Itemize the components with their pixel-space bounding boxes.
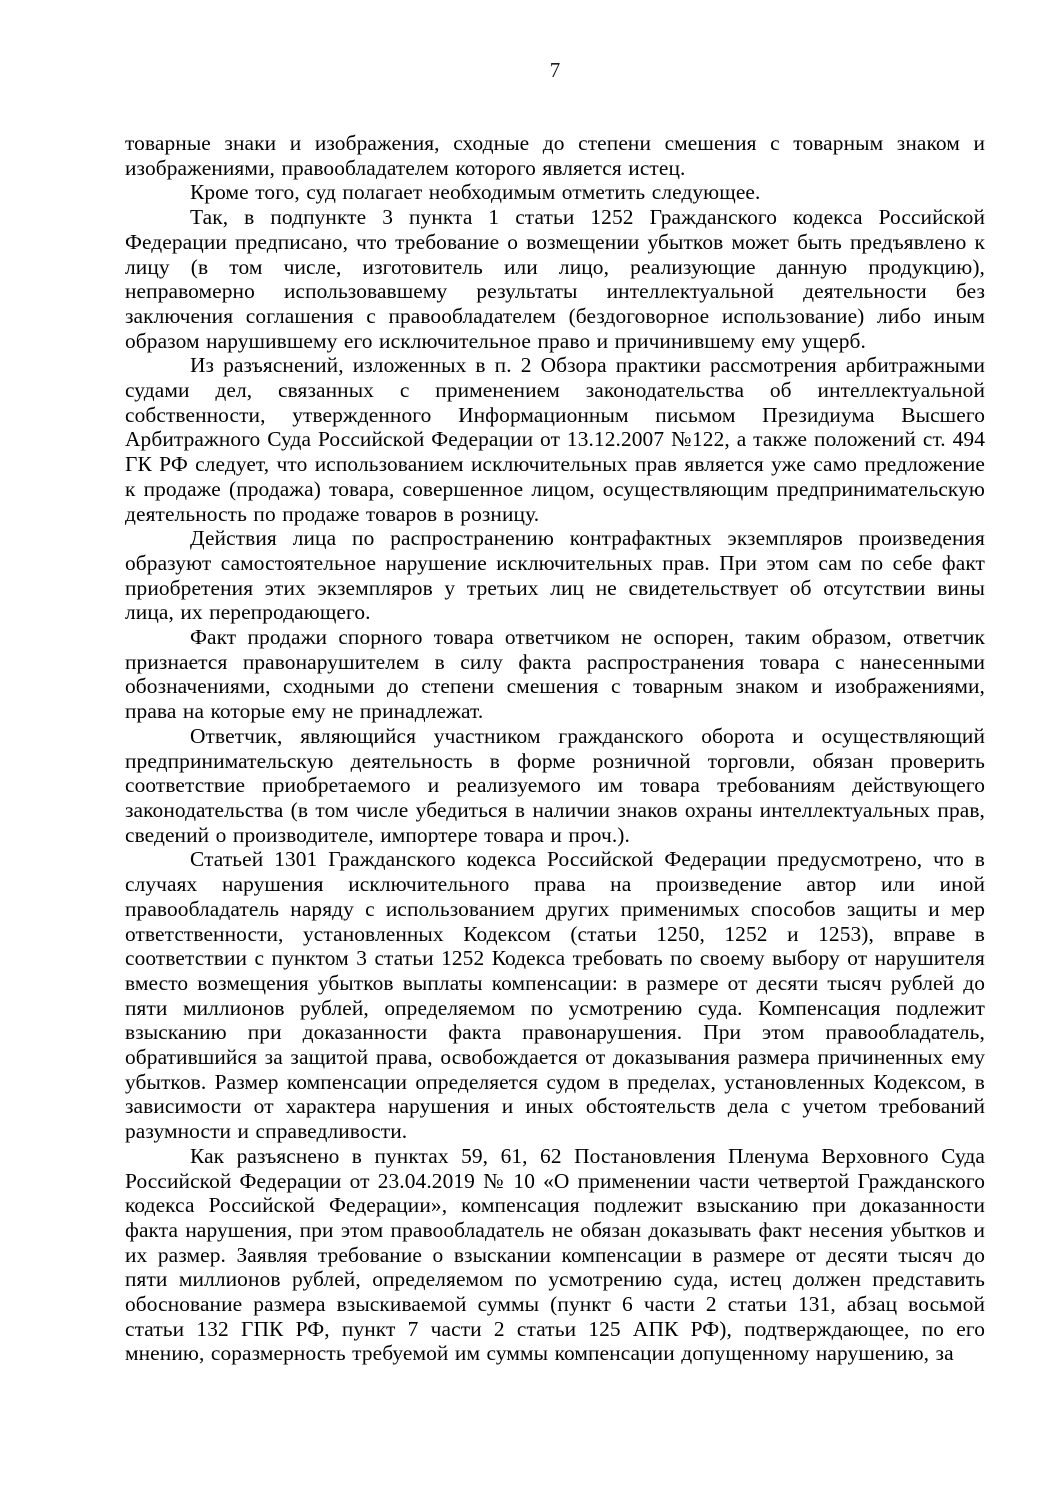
- document-body: [125, 131, 985, 1366]
- paragraph: Так, в подпункте 3 пункта 1 статьи 1252 Гражданского кодекса Российской Федерации предписано, что требование о возмещении убытков может быть предъявлено к лицу (в том числе, изготовитель или лицо, реализующие данную продукцию), неправомерно использовавшему результаты интеллектуальной деятельности без заключения соглашения с правообладателем (бездоговорное использование) либо иным образом нарушившему его исключительное право и причинившему ему ущерб.: [125, 205, 985, 353]
- paragraph: Статьей 1301 Гражданского кодекса Российской Федерации предусмотрено, что в случаях нарушения исключительного права на произведение автор или иной правообладатель наряду с использованием других применимых способов защиты и мер ответственности, установленных Кодексом (статьи 1250, 1252 и 1253), вправе в соответствии с пунктом 3 статьи 1252 Кодекса требовать по своему выбору от нарушителя вместо возмещения убытков выплаты компенсации: в размере от десяти тысяч рублей до пяти миллионов рублей, определяемом по усмотрению суда. Компенсация подлежит взысканию при доказанности факта правонарушения. При этом правообладатель, обратившийся за защитой права, освобождается от доказывания размера причиненных ему убытков. Размер компенсации определяется судом в пределах, установленных Кодексом, в зависимости от характера нарушения и иных обстоятельств дела с учетом требований разумности и справедливости.: [125, 847, 985, 1144]
- paragraph: Кроме того, суд полагает необходимым отметить следующее.: [190, 180, 761, 205]
- paragraph: Ответчик, являющийся участником гражданского оборота и осуществляющий предпринимательскую деятельность в форме розничной торговли, обязан проверить соответствие приобретаемого и реализуемого им товара требованиям действующего законодательства (в том числе убедиться в наличии знаков охраны интеллектуальных прав, сведений о производителе, импортере товара и проч.).: [125, 723, 985, 847]
- paragraph: Из разъяснений, изложенных в п. 2 Обзора практики рассмотрения арбитражными судами дел, связанных с применением законодательства об интеллектуальной собственности, утвержденного Информационным письмом Президиума Высшего Арбитражного Суда Российской Федерации от 13.12.2007 №122, а также положений ст. 494 ГК РФ следует, что использованием исключительных прав является уже само предложение к продаже (продажа) товара, совершенное лицом, осуществляющим предпринимательскую деятельность по продаже товаров в розницу.: [125, 353, 985, 526]
- paragraph: Как разъяснено в пунктах 59, 61, 62 Постановления Пленума Верховного Суда Российской Федерации от 23.04.2019 № 10 «О применении части четвертой Гражданского кодекса Российской Федерации», компенсация подлежит взысканию при доказанности факта нарушения, при этом правообладатель не обязан доказывать факт несения убытков и их размер. Заявляя требование о взыскании компенсации в размере от десяти тысяч до пяти миллионов рублей, определяемом по усмотрению суда, истец должен представить обоснование размера взыскиваемой суммы (пункт 6 части 2 статьи 131, абзац восьмой статьи 132 ГПК РФ, пункт 7 части 2 статьи 125 АПК РФ), подтверждающее, по его мнению, соразмерность требуемой им суммы компенсации допущенному нарушению, за: [125, 1143, 985, 1366]
- paragraph: Факт продажи спорного товара ответчиком не оспорен, таким образом, ответчик признается правонарушителем в силу факта распространения товара с нанесенными обозначениями, сходными до степени смешения с товарным знаком и изображениями, права на которые ему не принадлежат.: [125, 625, 985, 724]
- page-number: 7: [549, 58, 561, 82]
- paragraph-continuation: товарные знаки и изображения, сходные до степени смешения с товарным знаком и изображениями, правообладателем которого является истец.: [125, 131, 985, 180]
- paragraph: Действия лица по распространению контрафактных экземпляров произведения образуют самостоятельное нарушение исключительных прав. При этом сам по себе факт приобретения этих экземпляров у третьих лиц не свидетельствует об отсутствии вины лица, их перепродающего.: [125, 526, 985, 625]
